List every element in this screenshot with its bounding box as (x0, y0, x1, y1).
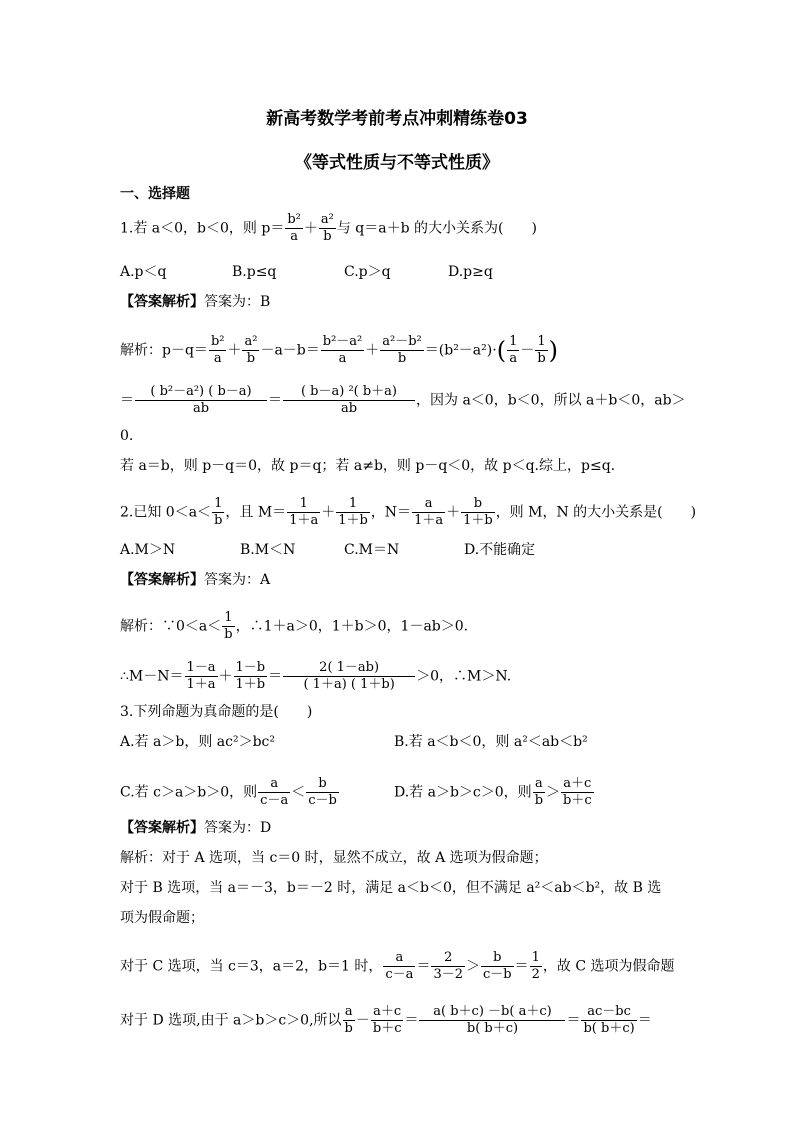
fraction: $\frac{a+c}{b+c}$ (372, 1004, 402, 1036)
fraction: $\frac{a}{c-a}$ (260, 776, 289, 808)
q1-solution-line2: ＝ $\frac{\text{( b²－a²) ( b－a)}}{ab}$ ＝ $\frac{\text{( b－a) ²( b＋a)}}{ab}$ ，因为 a＜0，b＜0，所以 a＋b＜0，ab＞ (120, 384, 686, 416)
q3-answer (120, 818, 271, 838)
paper-subtitle: 《等式性质与不等式性质》 (295, 153, 499, 173)
fraction: $\frac{\text{b²}}{a}$ (210, 334, 225, 366)
q1-options (120, 262, 493, 282)
fraction: $\frac{a+c}{b+c}$ (563, 776, 592, 808)
q1-option-a: A.p＜q (120, 264, 167, 280)
fraction: $\frac{b}{1+b}$ (463, 496, 493, 528)
fraction: $\frac{b}{c-b}$ (482, 950, 512, 982)
q2-option-a: A.M＞N (120, 542, 176, 558)
q2-answer-text: 答案为：A (204, 572, 271, 588)
q2-option-c: C.M＝N (344, 542, 400, 558)
q1-answer (120, 292, 270, 312)
q1-solution-line4: 若 a＝b，则 p－q＝0，故 p＝q；若 a≠b，则 p－q＜0，故 p＜q.综上，p≤q. (120, 458, 616, 474)
q3-solution-line2: 对于 B 选项，当 a＝－3，b＝－2 时，满足 a＜b＜0，但不满足 a²＜ab＜b²，故 B 选 (120, 880, 662, 896)
fraction: $\frac{1}{b}$ (537, 334, 546, 366)
fraction: $\frac{2( 1-ab)}{( 1+a) ( 1+b)}$ (283, 660, 415, 693)
fraction: $\frac{\text{a²－b²}}{b}$ (382, 334, 422, 366)
fraction: $\frac{a}{1+a}$ (414, 496, 444, 528)
fraction: $\frac{\text{a²}}{b}$ (320, 212, 334, 244)
q3-solution-line5: 对于 D 选项,由于 a＞b＞c＞0,所以 $\frac{a}{b}$ － $\frac{a+c}{b+c}$ ＝ $\frac{a( b+c) -b( a+c)}{b( b+c)}$ ＝ $\frac{ac-bc}{b( b+c)}$ ＝ (120, 1004, 652, 1036)
q3-option-a: A.若 a＞b，则 ac²＞bc² (120, 734, 275, 750)
q1-solution-line1: 解析：p－q＝ $\frac{\text{b²}}{a}$ ＋ $\frac{\text{a²}}{b}$ －a－b＝ $\frac{\text{b²－a²}}{a}$ ＋ $\frac{\text{a²－b²}}{b}$ ＝(b²－a²)·( $\frac{1}{a}$ － $\frac{1}{b}$ ) (120, 334, 559, 366)
paper-title: 新高考数学考前考点冲刺精练卷03 (266, 109, 528, 129)
q1-stem (120, 212, 537, 245)
q3-stem: 3.下列命题为真命题的是( ) (120, 704, 313, 720)
answer-tag: 【答案解析】 (120, 294, 204, 310)
q1-option-c: C.p＞q (344, 264, 391, 280)
q3-options-ab (120, 732, 588, 752)
q3-option-b: B.若 a＜b＜0，则 a²＜ab＜b² (394, 734, 588, 750)
q1-solution-line3: 0. (120, 428, 134, 444)
q2-option-b: B.M＜N (240, 542, 296, 558)
plus-sign: ＋ (303, 220, 318, 237)
fraction: $\frac{\text{b²}}{a}$ (287, 212, 301, 244)
fraction: $\frac{a}{c-a}$ (385, 950, 414, 982)
fraction: $\frac{\text{( b－a) ²( b＋a)}}{ab}$ (283, 384, 415, 417)
fraction: $\frac{\text{( b²－a²) ( b－a)}}{ab}$ (135, 384, 267, 417)
q3-option-c: C.若 c＞a＞b＞0，则 $\frac{a}{c-a}$ ＜ $\frac{b}{c-b}$ (120, 776, 337, 808)
q2-solution-line1: 解析：∵0＜a＜ $\frac{1}{b}$ ，∴1＋a＞0，1＋b＞0，1－ab＞0. (120, 610, 469, 642)
fraction: $\frac{2}{3-2}$ (433, 950, 463, 982)
fraction: $\frac{1}{2}$ (531, 950, 540, 982)
q2-stem: 2.已知 0＜a＜ $\frac{1}{b}$ ，且 M＝ $\frac{1}{1+a}$ ＋ $\frac{1}{1+b}$ ，N＝ $\frac{a}{1+a}$ ＋ $\frac{b}{1+b}$ ，则 M，N 的大小关系是( ) (120, 496, 697, 528)
q1-stem-text: 1.若 a＜0，b＜0，则 p＝ (120, 220, 285, 237)
q2-option-d: D.不能确定 (464, 542, 536, 558)
fraction: $\frac{a}{b}$ (344, 1004, 353, 1036)
q1-stem-tail: 与 q＝a＋b 的大小关系为( ) (336, 220, 537, 237)
q3-answer-text: 答案为：D (204, 820, 272, 836)
q1-option-d: D.p≥q (448, 264, 493, 280)
q3-solution-line1: 解析：对于 A 选项，当 c＝0 时，显然不成立，故 A 选项为假命题； (120, 850, 548, 866)
fraction: $\frac{1-b}{1+b}$ (235, 660, 266, 692)
fraction: $\frac{1}{1+a}$ (289, 496, 319, 528)
q2-solution-line2: ∴M－N＝ $\frac{1-a}{1+a}$ ＋ $\frac{1-b}{1+b}$ ＝ $\frac{2( 1-ab)}{( 1+a) ( 1+b)}$ ＞0，∴M＞N. (120, 660, 512, 692)
fraction: $\frac{\text{b²－a²}}{a}$ (322, 334, 363, 366)
fraction: $\frac{b}{c-b}$ (308, 776, 337, 808)
section-heading: 一、选择题 (120, 186, 190, 202)
fraction: $\frac{1}{1+b}$ (338, 496, 368, 528)
q1-option-b: B.p≤q (232, 264, 277, 280)
q2-options (120, 540, 535, 560)
fraction: $\frac{ac-bc}{b( b+c)}$ (583, 1004, 635, 1036)
answer-tag: 【答案解析】 (120, 572, 204, 588)
fraction: $\frac{1}{b}$ (224, 610, 233, 642)
fraction: $\frac{1}{a}$ (509, 334, 518, 366)
answer-tag: 【答案解析】 (120, 820, 204, 836)
fraction: $\frac{a}{b}$ (534, 776, 544, 808)
fraction: $\frac{1-a}{1+a}$ (186, 660, 216, 692)
fraction: $\frac{\text{a²}}{b}$ (244, 334, 258, 366)
q3-option-d: D.若 a＞b＞c＞0，则 $\frac{a}{b}$ ＞ $\frac{a+c}{b+c}$ (394, 776, 592, 808)
fraction: $\frac{1}{b}$ (214, 496, 223, 528)
fraction: $\frac{a( b+c) -b( a+c)}{b( b+c)}$ (419, 1004, 565, 1037)
q3-options-cd (120, 776, 595, 809)
q2-answer (120, 570, 270, 590)
q1-answer-text: 答案为：B (204, 294, 271, 310)
q3-solution-line3: 项为假命题； (120, 910, 204, 926)
q3-solution-line4: 对于 C 选项，当 c＝3，a＝2，b＝1 时， $\frac{a}{c-a}$ ＝ $\frac{2}{3-2}$ ＞ $\frac{b}{c-b}$ ＝ $\frac{1}{2}$ ，故 C 选项为假命题 (120, 950, 675, 982)
